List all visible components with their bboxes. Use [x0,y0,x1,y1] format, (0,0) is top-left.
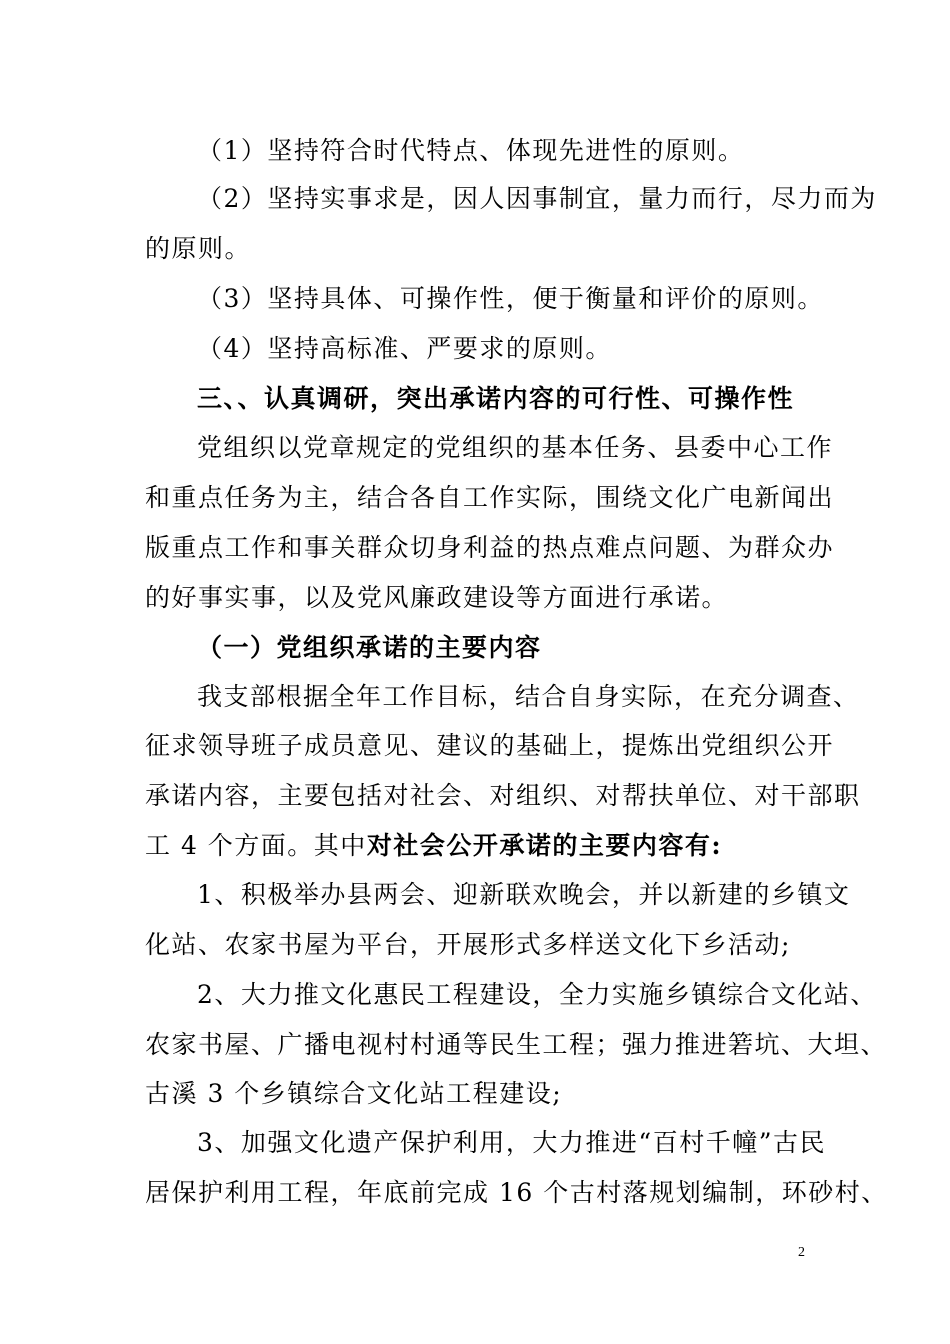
paragraph-line: 的好事实事，以及党风廉政建设等方面进行承诺。 [145,583,729,612]
list-item-1-continued: 化站、农家书屋为平台，开展形式多样送文化下乡活动; [145,930,791,959]
paragraph-line: 和重点任务为主，结合各自工作实际，围绕文化广电新闻出 [145,483,835,512]
paragraph-line: 版重点工作和事关群众切身利益的热点难点问题、为群众办 [145,533,835,562]
list-item-3-continued: 居保护利用工程，年底前完成 16 个古村落规划编制，环砂村、 [145,1178,888,1207]
principle-2-continued: 的原则。 [145,234,252,263]
principle-4: （4）坚持高标准、严要求的原则。 [197,334,612,363]
paragraph-text: 工 4 个方面。其中 [145,831,367,860]
list-item-1: 1、积极举办县两会、迎新联欢晚会，并以新建的乡镇文 [197,880,851,909]
paragraph-line: 党组织以党章规定的党组织的基本任务、县委中心工作 [197,433,834,462]
emphasis-text: 对社会公开承诺的主要内容有: [366,831,723,860]
paragraph-line: 我支部根据全年工作目标，结合自身实际，在充分调查、 [197,682,860,711]
paragraph-line [145,831,815,861]
subsection-heading: （一）党组织承诺的主要内容 [197,633,542,662]
list-item-2: 2、大力推文化惠民工程建设，全力实施乡镇综合文化站、 [197,980,877,1009]
section-heading: 三、、认真调研，突出承诺内容的可行性、可操作性 [197,384,795,413]
paragraph-line: 征求领导班子成员意见、建议的基础上，提炼出党组织公开 [145,731,835,760]
list-item-2-continued: 古溪 3 个乡镇综合文化站工程建设; [145,1079,563,1108]
page-number: 2 [798,1245,805,1260]
list-item-3: 3、加强文化遗产保护利用，大力推进“百村千幢”古民 [197,1128,826,1157]
principle-3: （3）坚持具体、可操作性，便于衡量和评价的原则。 [197,284,824,313]
principle-1: （1）坚持符合时代特点、体现先进性的原则。 [197,136,745,165]
principle-2: （2）坚持实事求是，因人因事制宜，量力而行，尽力而为 [197,184,877,213]
list-item-2-continued: 农家书屋、广播电视村村通等民生工程；强力推进箬坑、大坦、 [145,1030,888,1059]
paragraph-line: 承诺内容，主要包括对社会、对组织、对帮扶单位、对干部职 [145,781,861,810]
